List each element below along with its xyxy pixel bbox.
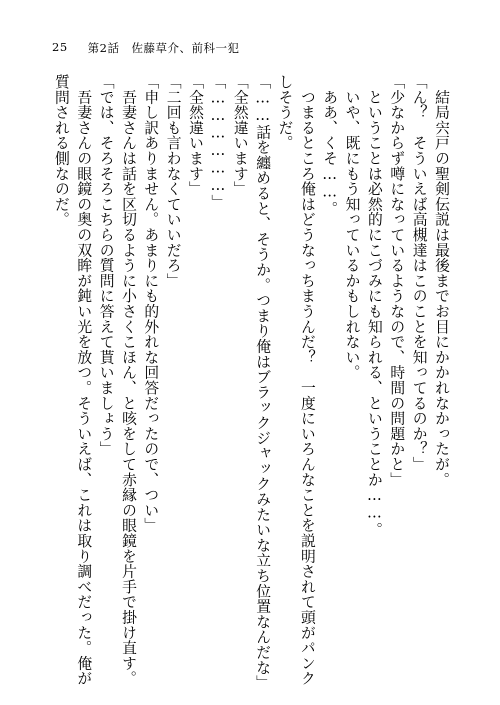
text-line: 「申し訳ありません。あまりにも的外れな回答だったので、つい」 — [142, 74, 160, 533]
text-line: 「全然違います」 — [231, 74, 249, 197]
text-line: いや、既にもう知っているかもしれない。 — [343, 74, 361, 380]
text-line: 「………………」 — [209, 74, 227, 210]
text-line: 「では、そろそろこちらの質問に答えて貰いましょう」 — [97, 74, 115, 457]
text-line: 「ん？ そういえば高槻達はこのことを知ってるのか？」 — [410, 74, 428, 472]
chapter-title: 第2話 佐藤草介、前科一犯 — [87, 41, 240, 55]
text-line: 質問される側なのだ。 — [52, 74, 70, 227]
text-line: 結局宍戸の聖剣伝説は最後までお目にかかれなかったが。 — [433, 74, 450, 488]
text-line: 「二回も言わなくていいだろ」 — [164, 74, 182, 289]
running-header — [52, 40, 239, 56]
page-number: 25 — [52, 40, 68, 54]
vertical-text-body — [48, 74, 450, 691]
text-line: ああ、くそ……。 — [321, 74, 339, 217]
text-line: 吾妻さんの眼鏡の奥の双眸が鈍い光を放つ。そういえば、これは取り調べだった。俺が — [75, 74, 93, 686]
text-line: 「少なからず噂になっているようなので、時間の問題かと」 — [388, 74, 406, 488]
text-line: ということは必然的にこづみにも知られる、ということか……。 — [365, 74, 383, 538]
text-line: 「全然違います」 — [187, 74, 205, 197]
text-line: しそうだ。 — [276, 74, 294, 151]
text-line: つまるところ俺はどうなっちまうんだ？ 一度にいろんなことを説明されて頭がパンク — [298, 74, 316, 686]
text-line: 「……話を纏めると、そうか。つまり俺はブラックジャックみたいな立ち位置なんだな」 — [254, 74, 272, 691]
text-line: 吾妻さんは話を区切るように小さくこほん、と咳をして赤縁の眼鏡を片手で掛け直す。 — [119, 74, 137, 686]
